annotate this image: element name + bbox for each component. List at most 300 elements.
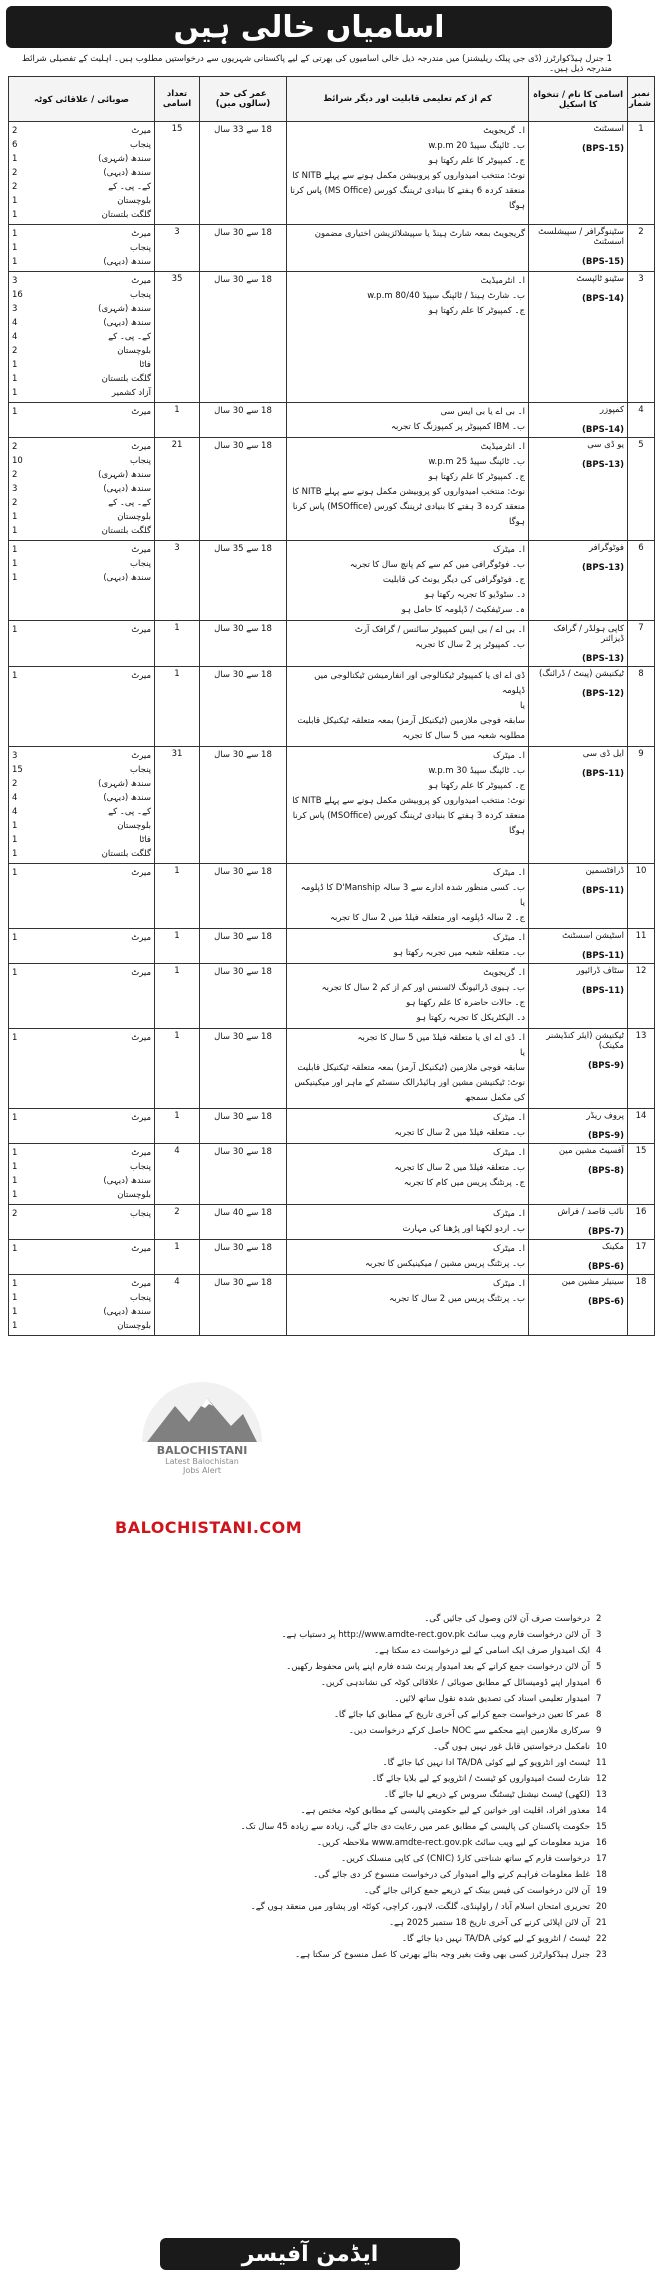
instruction-item [8, 1644, 612, 1658]
quota-line [12, 777, 151, 791]
post-name: سٹینوگرافر / سپیشلسٹ اسسٹنٹ [538, 227, 624, 247]
quota-line [12, 763, 151, 777]
post-cell [529, 225, 628, 272]
qualification-line: ب۔ متعلقہ فیلڈ میں 2 سال کا تجربہ [394, 1163, 525, 1173]
instruction-text: مزید معلومات کے لیے ویب سائٹ www.amdte-rect.gov.pk ملاحظہ کریں۔ [316, 1838, 590, 1848]
quota-count: 1 [12, 196, 18, 206]
table-row [9, 403, 655, 438]
quota-line [12, 833, 151, 847]
quota-count: 2 [12, 346, 18, 356]
qualification-line: ا۔ میٹرک [492, 751, 525, 761]
post-name: سٹاف ڈرائیور [576, 966, 624, 976]
quota-line [12, 1160, 151, 1174]
qualification-line: گریجویٹ بمعہ شارٹ ہینڈ یا سپیشلائزیشن اختیاری مضمون [314, 229, 525, 239]
quota-line [12, 386, 151, 400]
post-name: ٹیکنیشن (پینٹ / ڈرائنگ) [538, 669, 624, 679]
qualification-line: ا۔ میٹرک [492, 933, 525, 943]
pay-scale: (BPS-13) [582, 460, 624, 470]
quota-cell [9, 667, 155, 747]
qualification-line: ا۔ بی اے / بی ایس کمپیوٹر سائنس / گرافک آرٹ [354, 625, 525, 635]
quota-line [12, 543, 151, 557]
age-limit: 18 سے 30 سال [200, 1240, 287, 1275]
quota-line [12, 482, 151, 496]
instruction-text: آن لائن درخواست فارم ویب سائٹ http://www.amdte-rect.gov.pk پر دستیاب ہے۔ [281, 1630, 590, 1640]
post-count: 3 [155, 541, 200, 621]
qualification-line: ب۔ پرنٹنگ پریس مشین / میکینیکس کا تجربہ [365, 1259, 525, 1269]
instruction-text: آن لائن درخواست جمع کرانے کے بعد امیدوار پرنٹ شدہ فارم اپنے پاس محفوظ رکھیں۔ [286, 1662, 590, 1672]
quota-count: 3 [12, 751, 18, 761]
quota-count: 2 [12, 498, 18, 508]
instruction-item [8, 1932, 612, 1946]
qualification-line: ج۔ کمپیوٹر کا علم رکھتا ہو [428, 306, 525, 316]
post-cell [529, 1029, 628, 1109]
post-count: 1 [155, 1109, 200, 1144]
quota-cell [9, 1029, 155, 1109]
row-number: 18 [628, 1275, 655, 1336]
post-cell [529, 747, 628, 864]
qualification-line: ا۔ گریجویٹ [483, 126, 525, 136]
qualification-line: ا۔ میٹرک [492, 1148, 525, 1158]
quota-region: میرٹ [131, 933, 151, 943]
instruction-text: معذور افراد، اقلیت اور خواتین کے لیے حکومتی پالیسی کے مطابق کوٹہ مختص ہے۔ [300, 1806, 590, 1816]
quota-region: سندھ (دیہی) [103, 257, 151, 267]
quota-count: 4 [12, 807, 18, 817]
watermark-name: BALOCHISTANI [156, 1444, 248, 1457]
pay-scale: (BPS-8) [587, 1166, 624, 1176]
quota-line [12, 124, 151, 138]
quota-line [12, 194, 151, 208]
age-limit: 18 سے 30 سال [200, 438, 287, 541]
age-limit: 18 سے 30 سال [200, 667, 287, 747]
quota-cell [9, 272, 155, 403]
post-count: 1 [155, 929, 200, 964]
qualification-cell [287, 1205, 529, 1240]
quota-region: سندھ (دیہی) [103, 793, 151, 803]
quota-cell [9, 929, 155, 964]
quota-region: سندھ (شہری) [98, 470, 151, 480]
quota-region: پنجاب [129, 765, 151, 775]
quota-count: 1 [12, 526, 18, 536]
qualification-line: ب۔ ٹائپنگ سپیڈ 25 w.p.m [428, 457, 525, 467]
watermark [122, 1382, 282, 1522]
qualification-line: ب۔ متعلقہ شعبہ میں تجربہ رکھتا ہو [393, 948, 525, 958]
quota-cell [9, 1275, 155, 1336]
post-name: مکینک [602, 1242, 624, 1252]
instruction-number: 2 [596, 1614, 602, 1624]
quota-region: میرٹ [131, 671, 151, 681]
qualification-line: ب۔ IBM کمپیوٹر پر کمپوزنگ کا تجربہ [391, 422, 525, 432]
row-number: 8 [628, 667, 655, 747]
quota-region: پنجاب [129, 243, 151, 253]
instruction-item [8, 1916, 612, 1930]
qualification-line: سابقہ فوجی ملازمین (ٹیکنیکل آرمز) بمعہ متعلقہ ٹیکنیکل قابلیت [297, 1063, 525, 1073]
table-row [9, 225, 655, 272]
qualification-line: ب۔ شارٹ ہینڈ / ٹائپنگ سپیڈ 80/40 w.p.m [367, 291, 525, 301]
age-limit: 18 سے 30 سال [200, 1029, 287, 1109]
quota-region: پنجاب [129, 1162, 151, 1172]
quota-line [12, 524, 151, 538]
quota-count: 1 [12, 1293, 18, 1303]
quota-region: بلوچستان [117, 821, 151, 831]
instruction-number: 13 [596, 1790, 607, 1800]
quota-cell [9, 438, 155, 541]
qualification-line: یا [520, 1048, 525, 1058]
table-row [9, 122, 655, 225]
quota-region: سندھ (شہری) [98, 304, 151, 314]
qualification-line: ب۔ ٹائپنگ سپیڈ 20 w.p.m [428, 141, 525, 151]
quota-count: 3 [12, 484, 18, 494]
pay-scale: (BPS-6) [587, 1262, 624, 1272]
quota-region: گلگت بلتستان [101, 849, 151, 859]
quota-line [12, 1111, 151, 1125]
quota-count: 1 [12, 243, 18, 253]
watermark-tagline-2: Jobs Alert [182, 1466, 222, 1475]
qualification-line: د۔ الیکٹریکل کا تجربہ رکھتا ہو [416, 1013, 525, 1023]
quota-line [12, 496, 151, 510]
qualification-line: ا۔ میٹرک [492, 1244, 525, 1254]
quota-line [12, 1305, 151, 1319]
quota-line [12, 227, 151, 241]
quota-line [12, 805, 151, 819]
quota-count: 1 [12, 671, 18, 681]
qualification-line: ج۔ کمپیوٹر کا علم رکھتا ہو [428, 472, 525, 482]
quota-count: 2 [12, 182, 18, 192]
quota-count: 10 [12, 456, 23, 466]
quota-line [12, 241, 151, 255]
instruction-number: 21 [596, 1918, 607, 1928]
instruction-item [8, 1948, 612, 1962]
qualification-cell [287, 272, 529, 403]
quota-line [12, 557, 151, 571]
qualification-cell [287, 1109, 529, 1144]
quota-count: 1 [12, 1033, 18, 1043]
quota-region: سندھ (دیہی) [103, 484, 151, 494]
pay-scale: (BPS-9) [587, 1061, 624, 1071]
qualification-cell [287, 667, 529, 747]
post-name: نائب قاصد / فراش [557, 1207, 624, 1217]
qualification-line: ب۔ ہیوی ڈرائیونگ لائسنس اور کم از کم 2 سال کا تجربہ [321, 983, 525, 993]
age-limit: 18 سے 30 سال [200, 864, 287, 929]
quota-count: 1 [12, 835, 18, 845]
quota-region: پنجاب [129, 1293, 151, 1303]
instruction-number: 5 [596, 1662, 602, 1672]
row-number: 13 [628, 1029, 655, 1109]
row-number: 7 [628, 621, 655, 667]
row-number: 6 [628, 541, 655, 621]
pay-scale: (BPS-11) [582, 951, 624, 961]
row-number: 3 [628, 272, 655, 403]
intro-text: جنرل ہیڈکوارٹرز (ڈی جی پبلک ریلیشنز) میں مندرجہ ذیل خالی اسامیوں کی بھرتی کے لیے پاکستانی شہریوں سے درخواستیں مطلوب ہیں۔ اہلیت کے تفصیلی شرائط مندرجہ ذیل ہیں۔ [22, 54, 612, 74]
post-cell [529, 1205, 628, 1240]
quota-line [12, 1146, 151, 1160]
post-name: کاپی ہولڈر / گرافک ڈیزائنر [553, 624, 624, 644]
post-cell [529, 541, 628, 621]
instruction-number: 6 [596, 1678, 602, 1688]
post-count: 4 [155, 1275, 200, 1336]
quota-region: پنجاب [129, 456, 151, 466]
watermark-url: BALOCHISTANI.COM [115, 1518, 303, 1537]
quota-line [12, 152, 151, 166]
table-row [9, 667, 655, 747]
instruction-number: 22 [596, 1934, 607, 1944]
header-qualification: کم از کم تعلیمی قابلیت اور دیگر شرائط [287, 77, 529, 122]
post-count: 1 [155, 621, 200, 667]
instruction-item [8, 1788, 612, 1802]
ad-title: اسامیاں خالی ہیں [6, 6, 612, 48]
qualification-cell [287, 747, 529, 864]
instruction-number: 16 [596, 1838, 607, 1848]
quota-region: فاٹا [139, 835, 151, 845]
header-quota: صوبائی / علاقائی کوٹہ [9, 77, 155, 122]
instruction-item [8, 1852, 612, 1866]
pay-scale: (BPS-11) [582, 769, 624, 779]
post-name: ٹیکنیشن (ایئر کنڈیشنر مکینک) [546, 1031, 624, 1051]
qualification-cell [287, 1240, 529, 1275]
instruction-number: 18 [596, 1870, 607, 1880]
qualification-line: ج۔ حالات حاضرہ کا علم رکھتا ہو [406, 998, 525, 1008]
quota-line [12, 1277, 151, 1291]
mountain-logo-icon [142, 1382, 262, 1442]
qualification-line: یا [520, 701, 525, 711]
quota-line [12, 372, 151, 386]
quota-region: پنجاب [129, 1209, 151, 1219]
quota-count: 1 [12, 374, 18, 384]
quota-count: 2 [12, 1209, 18, 1219]
qualification-line: نوٹ: ٹیکنیشن مشین اور ہائیڈرالک سسٹم کے ماہر اور میکینیکس کی مکمل سمجھ [294, 1078, 525, 1103]
quota-count: 2 [12, 126, 18, 136]
quota-line [12, 966, 151, 980]
quota-cell [9, 1109, 155, 1144]
qualification-line: ب۔ متعلقہ فیلڈ میں 2 سال کا تجربہ [394, 1128, 525, 1138]
qualification-cell [287, 1144, 529, 1205]
quota-region: میرٹ [131, 1279, 151, 1289]
post-count: 1 [155, 1240, 200, 1275]
quota-cell [9, 225, 155, 272]
qualification-line: ج۔ پرنٹنگ پریس میں کام کا تجربہ [403, 1178, 525, 1188]
pay-scale: (BPS-11) [582, 886, 624, 896]
table-row [9, 438, 655, 541]
quota-line [12, 468, 151, 482]
qualification-line: ہ۔ سرٹیفکیٹ / ڈپلومہ کا حامل ہو [401, 605, 525, 615]
qualification-line: ا۔ میٹرک [492, 1279, 525, 1289]
quota-count: 1 [12, 229, 18, 239]
quota-region: سندھ (دیہی) [103, 573, 151, 583]
quota-count: 2 [12, 442, 18, 452]
pay-scale: (BPS-6) [587, 1297, 624, 1307]
post-count: 2 [155, 1205, 200, 1240]
instruction-number: 15 [596, 1822, 607, 1832]
instruction-text: ٹیسٹ / انٹرویو کے لیے کوئی TA/DA نہیں دیا جائے گا۔ [401, 1934, 590, 1944]
pay-scale: (BPS-14) [582, 425, 624, 435]
quota-region: بلوچستان [117, 512, 151, 522]
quota-line [12, 302, 151, 316]
instruction-item [8, 1804, 612, 1818]
quota-count: 1 [12, 1113, 18, 1123]
row-number: 15 [628, 1144, 655, 1205]
instruction-number: 7 [596, 1694, 602, 1704]
qualification-line: مطلوبہ شعبہ میں 5 سال کا تجربہ [402, 731, 525, 741]
quota-cell [9, 864, 155, 929]
table-row [9, 1275, 655, 1336]
quota-cell [9, 1144, 155, 1205]
instruction-text: غلط معلومات فراہم کرنے والے امیدوار کی درخواست منسوخ کر دی جائے گی۔ [313, 1870, 590, 1880]
quota-region: میرٹ [131, 1244, 151, 1254]
quota-line [12, 138, 151, 152]
qualification-line: نوٹ: منتخب امیدواروں کو پروبیشن مکمل ہونے سے پہلے NITB کا منعقد کردہ 3 ہفتے کا بنیادی ٹریننگ کورس (MSOffice) پاس کرنا ہوگا [292, 796, 525, 836]
post-count: 1 [155, 1029, 200, 1109]
quota-line [12, 669, 151, 683]
post-name: آفسیٹ مشین مین [558, 1146, 624, 1156]
pay-scale: (BPS-9) [587, 1131, 624, 1141]
post-count: 21 [155, 438, 200, 541]
instruction-item [8, 1836, 612, 1850]
quota-line [12, 330, 151, 344]
quota-region: میرٹ [131, 625, 151, 635]
qualification-line: د۔ سٹوڈیو کا تجربہ رکھتا ہو [424, 590, 525, 600]
instruction-item [8, 1740, 612, 1754]
quota-line [12, 819, 151, 833]
age-limit: 18 سے 30 سال [200, 621, 287, 667]
qualification-line: ب۔ اردو لکھنا اور پڑھنا کی مہارت [402, 1224, 525, 1234]
instruction-text: جنرل ہیڈکوارٹرز کسی بھی وقت بغیر وجہ بتائے بھرتی کا عمل منسوخ کر سکتا ہے۔ [295, 1950, 590, 1960]
quota-region: میرٹ [131, 545, 151, 555]
post-cell [529, 122, 628, 225]
quota-count: 1 [12, 1176, 18, 1186]
qualification-line: ج۔ کمپیوٹر کا علم رکھتا ہو [428, 156, 525, 166]
instruction-number: 14 [596, 1806, 607, 1816]
post-name: ڈرافٹسمین [585, 866, 624, 876]
row-number: 5 [628, 438, 655, 541]
quota-count: 3 [12, 304, 18, 314]
post-cell [529, 272, 628, 403]
qualification-line: ا۔ میٹرک [492, 868, 525, 878]
quota-cell [9, 1205, 155, 1240]
row-number: 12 [628, 964, 655, 1029]
instruction-text: درخواست فارم کے ساتھ شناختی کارڈ (CNIC) کی کاپی منسلک کریں۔ [341, 1854, 590, 1864]
age-limit: 18 سے 30 سال [200, 272, 287, 403]
quota-region: پنجاب [129, 559, 151, 569]
quota-count: 4 [12, 332, 18, 342]
table-row [9, 929, 655, 964]
row-number: 9 [628, 747, 655, 864]
row-number: 4 [628, 403, 655, 438]
instruction-item [8, 1660, 612, 1674]
instruction-item [8, 1756, 612, 1770]
row-number: 17 [628, 1240, 655, 1275]
quota-region: پنجاب [129, 290, 151, 300]
quota-region: میرٹ [131, 1033, 151, 1043]
qualification-line: ج۔ 2 سالہ ڈپلومہ اور متعلقہ فیلڈ میں 2 سال کا تجربہ [329, 913, 525, 923]
instruction-text: ٹیسٹ اور انٹرویو کے لیے کوئی TA/DA ادا نہیں کیا جائے گا۔ [382, 1758, 590, 1768]
table-header-row [9, 77, 655, 122]
quota-count: 1 [12, 559, 18, 569]
quota-count: 1 [12, 868, 18, 878]
qualification-cell [287, 122, 529, 225]
quota-count: 2 [12, 470, 18, 480]
instruction-text: عمر کا تعین درخواست جمع کرانے کی آخری تاریخ کے مطابق کیا جائے گا۔ [333, 1710, 590, 1720]
quota-region: میرٹ [131, 407, 151, 417]
instruction-item [8, 1676, 612, 1690]
quota-count: 3 [12, 276, 18, 286]
row-number: 2 [628, 225, 655, 272]
age-limit: 18 سے 30 سال [200, 1144, 287, 1205]
quota-count: 1 [12, 968, 18, 978]
post-count: 1 [155, 403, 200, 438]
post-cell [529, 929, 628, 964]
quota-count: 16 [12, 290, 23, 300]
quota-region: فاٹا [139, 360, 151, 370]
post-count: 4 [155, 1144, 200, 1205]
quota-count: 2 [12, 779, 18, 789]
qualification-line: ا۔ ڈی اے ای یا متعلقہ فیلڈ میں 5 سال کا تجربہ [357, 1033, 525, 1043]
instruction-text: تحریری امتحان اسلام آباد / راولپنڈی، گلگت، لاہور، کراچی، کوئٹہ اور پشاور میں منعقد ہوں گے۔ [250, 1902, 590, 1912]
qualification-line: سابقہ فوجی ملازمین (ٹیکنیکل آرمز) بمعہ متعلقہ ٹیکنیکل قابلیت [297, 716, 525, 726]
instruction-number: 4 [596, 1646, 602, 1656]
row-number: 16 [628, 1205, 655, 1240]
quota-region: بلوچستان [117, 1190, 151, 1200]
quota-count: 4 [12, 793, 18, 803]
quota-line [12, 749, 151, 763]
post-cell [529, 667, 628, 747]
instruction-item [8, 1820, 612, 1834]
quota-line [12, 454, 151, 468]
quota-count: 1 [12, 545, 18, 555]
instruction-text: آن لائن اپلائی کرنے کی آخری تاریخ 18 ستمبر 2025 ہے۔ [389, 1918, 590, 1928]
signatory: ایڈمن آفیسر [160, 2238, 460, 2270]
post-cell [529, 864, 628, 929]
table-row [9, 1240, 655, 1275]
pay-scale: (BPS-14) [582, 294, 624, 304]
quota-region: سندھ (دیہی) [103, 168, 151, 178]
qualification-cell [287, 1029, 529, 1109]
post-cell [529, 964, 628, 1029]
quota-line [12, 1174, 151, 1188]
instruction-text: درخواست صرف آن لائن وصول کی جائیں گی۔ [424, 1614, 590, 1624]
quota-count: 1 [12, 849, 18, 859]
quota-count: 1 [12, 1307, 18, 1317]
table-row [9, 272, 655, 403]
quota-line [12, 1319, 151, 1333]
quota-count: 1 [12, 1244, 18, 1254]
quota-line [12, 316, 151, 330]
instruction-text: شارٹ لسٹ امیدواروں کو ٹیسٹ / انٹرویو کے لیے بلایا جائے گا۔ [371, 1774, 590, 1784]
post-name: فوٹوگرافر [588, 543, 624, 553]
vacancy-table [8, 76, 655, 1336]
quota-region: کے۔ پی۔ کے [108, 332, 151, 342]
post-cell [529, 1275, 628, 1336]
vacancy-rows [9, 122, 655, 1336]
post-name: پروف ریڈر [586, 1111, 624, 1121]
table-row [9, 747, 655, 864]
post-count: 1 [155, 964, 200, 1029]
pay-scale: (BPS-15) [582, 257, 624, 267]
quota-region: کے۔ پی۔ کے [108, 498, 151, 508]
quota-cell [9, 621, 155, 667]
age-limit: 18 سے 30 سال [200, 225, 287, 272]
quota-count: 2 [12, 168, 18, 178]
qualification-cell [287, 438, 529, 541]
quota-region: میرٹ [131, 1113, 151, 1123]
age-limit: 18 سے 40 سال [200, 1205, 287, 1240]
quota-region: بلوچستان [117, 1321, 151, 1331]
post-name: سینیئر مشین مین [561, 1277, 624, 1287]
watermark-tagline-1: Latest Balochistan [165, 1457, 239, 1466]
pay-scale: (BPS-15) [582, 144, 624, 154]
instruction-text: امیدوار اپنے ڈومیسائل کے مطابق صوبائی / علاقائی کوٹہ کی نشاندہی کریں۔ [320, 1678, 590, 1688]
instruction-number: 8 [596, 1710, 602, 1720]
quota-cell [9, 122, 155, 225]
header-age: عمر کی حد (سالوں میں) [200, 77, 287, 122]
